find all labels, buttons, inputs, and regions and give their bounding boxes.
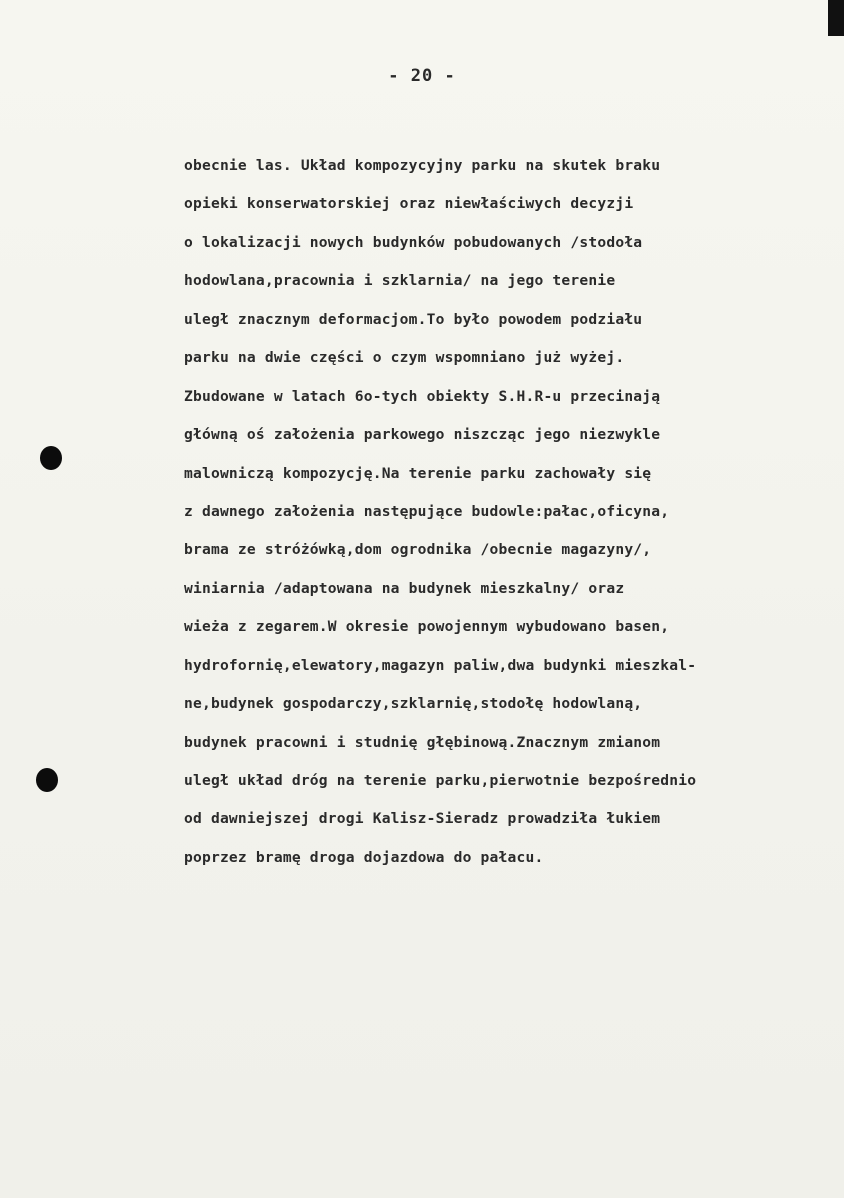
text-line: winiarnia /adaptowana na budynek mieszkalny/ oraz bbox=[184, 579, 625, 597]
text-line: opieki konserwatorskiej oraz niewłaściwych decyzji bbox=[184, 195, 634, 213]
text-line: poprzez bramę droga dojazdowa do pałacu. bbox=[184, 848, 544, 866]
text-line: ne,budynek gospodarczy,szklarnię,stodołę hodowlaną, bbox=[184, 695, 643, 713]
text-line: uległ znacznym deformacjom.To było powodem podziału bbox=[184, 310, 643, 328]
text-line: hydrofornię,elewatory,magazyn paliw,dwa budynki mieszkal- bbox=[184, 656, 697, 674]
text-line: od dawniejszej drogi Kalisz-Sieradz prowadziła łukiem bbox=[184, 810, 661, 828]
text-line: obecnie las. Układ kompozycyjny parku na skutek braku bbox=[184, 157, 661, 174]
text-line: o lokalizacji nowych budynków pobudowanych /stodoła bbox=[184, 233, 643, 251]
punch-hole-bottom bbox=[36, 768, 58, 792]
text-line: parku na dwie części o czym wspomniano już wyżej. bbox=[184, 349, 625, 367]
text-line: Zbudowane w latach 6o-tych obiekty S.H.R-u przecinają bbox=[184, 387, 661, 405]
scan-corner-mark bbox=[828, 0, 844, 36]
punch-hole-top bbox=[40, 446, 62, 470]
text-line: uległ układ dróg na terenie parku,pierwotnie bezpośrednio bbox=[184, 772, 697, 789]
text-line: budynek pracowni i studnię głębinową.Znacznym zmianom bbox=[184, 733, 661, 751]
text-line: wieża z zegarem.W okresie powojennym wybudowano basen, bbox=[184, 618, 670, 636]
text-line: z dawnego założenia następujące budowle:pałac,oficyna, bbox=[184, 502, 670, 520]
text-line: hodowlana,pracownia i szklarnia/ na jego terenie bbox=[184, 272, 616, 290]
text-line: brama ze stróżówką,dom ogrodnika /obecnie magazyny/, bbox=[184, 541, 652, 559]
text-line: malowniczą kompozycję.Na terenie parku zachowały się bbox=[184, 464, 652, 482]
page-number: - 20 - bbox=[388, 66, 456, 86]
body-text bbox=[184, 156, 804, 886]
text-line: główną oś założenia parkowego niszcząc jego niezwykle bbox=[184, 426, 661, 444]
